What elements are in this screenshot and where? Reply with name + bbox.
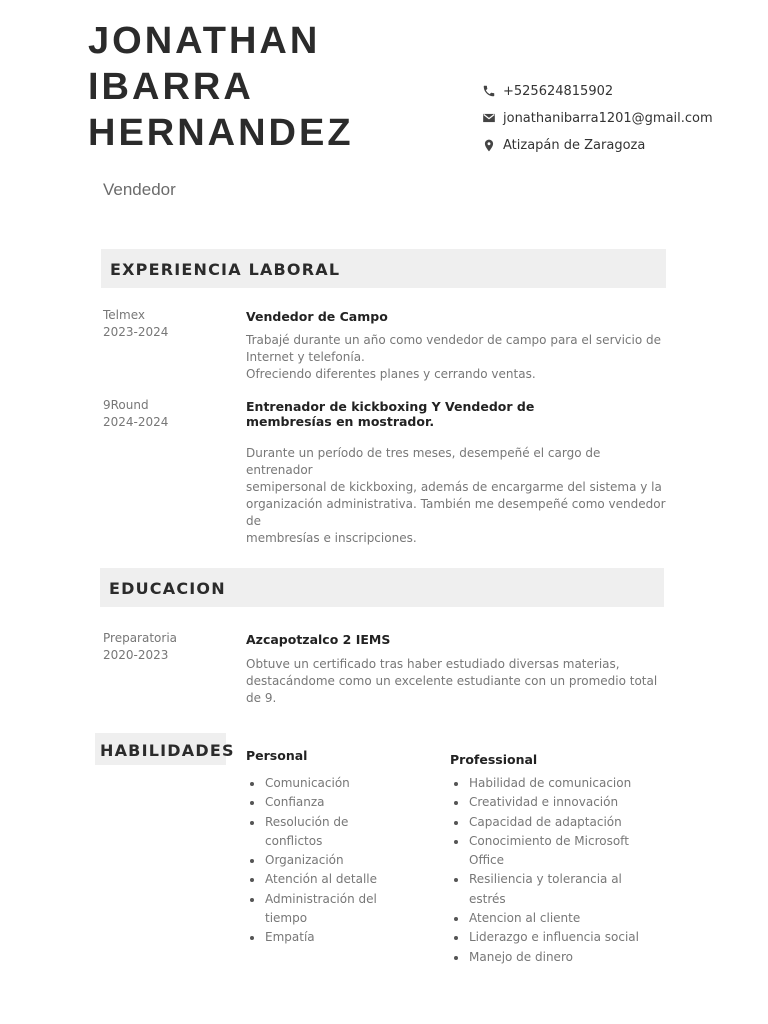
- education-title: EDUCACION: [109, 579, 226, 598]
- location-pin-icon: [482, 138, 496, 154]
- list-item: Comunicación: [245, 774, 425, 793]
- list-item: Resiliencia y tolerancia al: [449, 870, 669, 889]
- job-1-period: 2023-2024: [103, 325, 169, 339]
- name-last: HERNANDEZ: [88, 112, 354, 154]
- name-middle: IBARRA: [88, 66, 254, 108]
- list-item-continuation: Office: [469, 853, 505, 868]
- skills-professional-heading: Professional: [450, 752, 538, 767]
- list-item: Liderazgo e influencia social: [449, 928, 669, 947]
- job-2-company: 9Round: [103, 398, 149, 412]
- job-1-desc-line: Trabajé durante un año como vendedor de campo para el servicio de: [246, 333, 662, 347]
- list-item: Conocimiento de Microsoft: [449, 832, 669, 851]
- job-role: Vendedor: [103, 180, 176, 199]
- education-1-period: 2020-2023: [103, 648, 169, 662]
- job-2-desc-line: membresías e inscripciones.: [246, 531, 417, 545]
- job-1-meta: [103, 307, 168, 341]
- education-1-school: Azcapotzalco 2 IEMS: [246, 632, 391, 647]
- list-item: Habilidad de comunicacion: [449, 774, 669, 793]
- skills-personal-list: [245, 774, 425, 948]
- list-item-continuation: conflictos: [265, 833, 323, 848]
- location-text: Atizapán de Zaragoza: [503, 138, 646, 153]
- list-item: Resolución de: [245, 813, 425, 832]
- education-desc-line: destacándome como un excelente estudiante con un promedio total de 9.: [246, 674, 658, 705]
- job-2-desc-line: Durante un período de tres meses, desempeñé el cargo de entrenador: [246, 446, 601, 477]
- experience-header: [101, 249, 666, 288]
- skills-professional-list: [449, 774, 669, 967]
- education-1-meta: [103, 630, 177, 664]
- skills-title: HABILIDADES: [100, 741, 235, 760]
- job-2-position-line: membresías en mostrador.: [246, 414, 435, 429]
- job-2-position: [246, 399, 546, 429]
- job-2-desc-line: semipersonal de kickboxing, además de encargarme del sistema y la: [246, 480, 662, 494]
- job-1-description: [246, 332, 666, 383]
- education-1-description: [246, 656, 666, 707]
- job-2-meta: [103, 397, 168, 431]
- list-item: Administración del: [245, 890, 425, 909]
- phone-icon: [482, 84, 496, 100]
- experience-title: EXPERIENCIA LABORAL: [110, 260, 341, 279]
- list-item: Empatía: [245, 928, 425, 947]
- list-item: Organización: [245, 851, 425, 870]
- education-desc-line: Obtuve un certificado tras haber estudiado diversas materias,: [246, 657, 620, 671]
- job-2-description: [246, 445, 666, 547]
- education-header: [100, 568, 664, 607]
- job-1-desc-line: Internet y telefonía.: [246, 350, 365, 364]
- name-first: JONATHAN: [88, 20, 321, 62]
- phone-text: +525624815902: [503, 84, 614, 99]
- job-2-period: 2024-2024: [103, 415, 169, 429]
- job-1-desc-line: Ofreciendo diferentes planes y cerrando ventas.: [246, 367, 536, 381]
- list-item: Manejo de dinero: [449, 948, 669, 967]
- job-2-position-line: Entrenador de kickboxing Y Vendedor de: [246, 399, 535, 414]
- email-text: jonathanibarra1201@gmail.com: [503, 111, 713, 126]
- education-1-level: Preparatoria: [103, 631, 178, 645]
- list-item-continuation: estrés: [469, 891, 506, 906]
- skills-header: [95, 733, 235, 765]
- list-item: Creatividad e innovación: [449, 793, 669, 812]
- job-2-desc-line: organización administrativa. También me desempeñé como vendedor de: [246, 497, 666, 528]
- skills-personal-heading: Personal: [246, 748, 308, 763]
- list-item: Atencion al cliente: [449, 909, 669, 928]
- list-item: Atención al detalle: [245, 870, 425, 889]
- mail-icon: [482, 111, 496, 127]
- job-1-company: Telmex: [103, 308, 145, 322]
- list-item: Capacidad de adaptación: [449, 813, 669, 832]
- job-1-position: Vendedor de Campo: [246, 309, 388, 324]
- list-item: Confianza: [245, 793, 425, 812]
- list-item-continuation: tiempo: [265, 911, 308, 926]
